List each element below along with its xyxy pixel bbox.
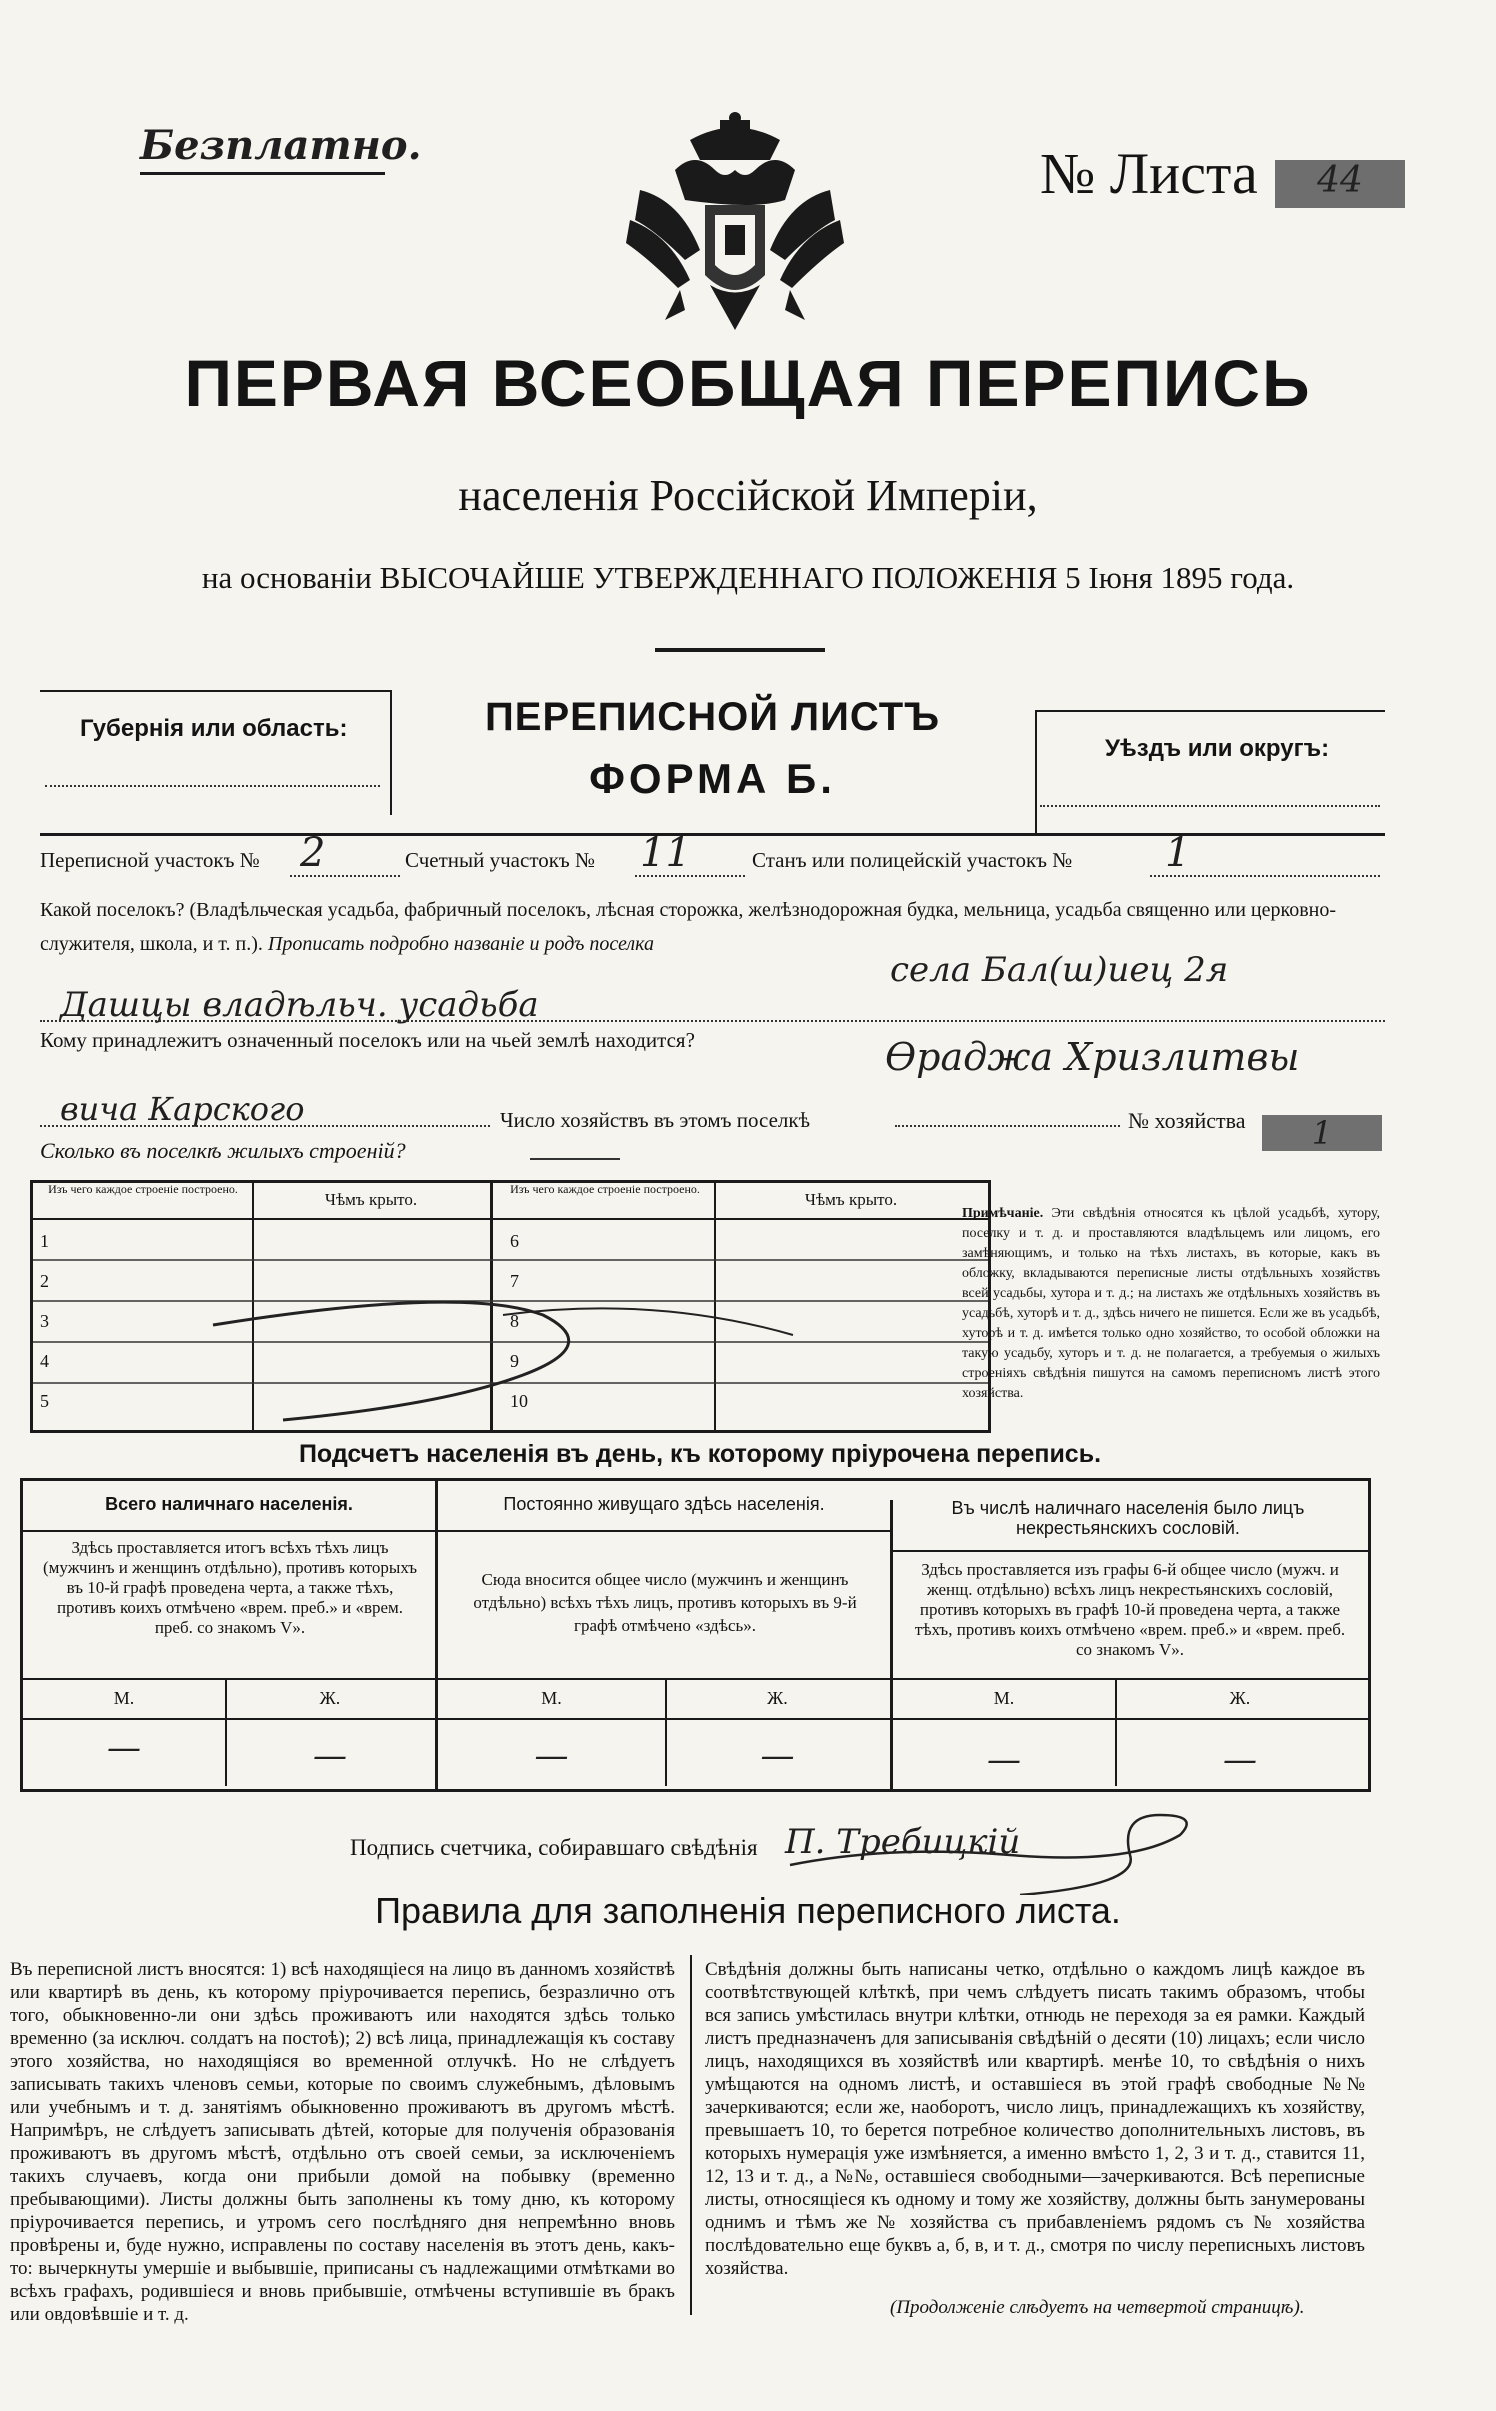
basis-line: на основаніи ВЫСОЧАЙШЕ УТВЕРЖДЕННАГО ПОЛОЖЕНІЯ 5 Іюня 1895 года. [201,560,1295,595]
police-section-label: Станъ или полицейскій участокъ № [752,848,1073,872]
buildings-row-number: 1 [40,1231,49,1251]
buildings-row-number: 7 [510,1271,519,1291]
buildings-col-roof-left: Чѣмъ крыто. [324,1190,418,1209]
buildings-row-number: 8 [510,1311,519,1331]
population-col1-text: Здѣсь проставляется итогъ всѣхъ тѣхъ лицъ (мужчинъ и женщинъ отдѣльно), противъ которыхъ въ 10-й графѣ проведена черта, а также тѣхъ, противъ коихъ отмѣчено «врем. преб.» и «врем. преб. со знакомъ V». [43,1538,417,1637]
population-value: — [760,1736,795,1776]
population-value: — [1223,1740,1257,1780]
population-col1-title: Всего наличнаго населенія. [105,1494,353,1514]
pen-stroke [213,1302,569,1420]
rules-left: Въ переписной листъ вносятся: 1) всѣ находящіеся на лицо въ данномъ хозяйствѣ или квартирѣ въ день, къ которому пріурочивается перепись, безразлично отъ того, обыкновенно-ли они здѣсь проживаютъ или находятся здѣсь только временно (за исключ. солдатъ на постоѣ); 2) всѣ лица, принадлежащія къ составу этого хозяйства, но находящіяся во временной отлучкѣ. Но не слѣдуетъ записывать такихъ членовъ семьи, которые по своимъ служебнымъ, дѣловымъ или учебнымъ и т. д. занятіямъ обыкновенно проживаютъ въ другомъ мѣстѣ. Напримѣръ, не слѣдуетъ записывать дѣтей, которые для полученія образованія проживаютъ въ другомъ мѣстѣ, отдѣльно отъ своей семьи, за исключеніемъ такихъ случаевъ, когда они прибыли домой на побывку (временно пребывающими). Листы должны быть заполнены къ тому дню, къ которому пріурочивается перепись, и утромъ сего послѣдняго дня непремѣнно вновь провѣрены и, буде нужно, исправлены по составу населенія въ этотъ день, какъ-то: вычеркнуты умершіе и выбывшіе, приписаны съ надлежащими отмѣтками во всѣхъ графахъ, родившіеся и вновь прибывшіе, отмѣчены вступившіе въ бракъ или овдовѣвшіе и т. д. [10,1959,675,2325]
counting-section-label: Счетный участокъ № [405,848,596,872]
buildings-col-material-left: Изъ чего каждое строеніе построено. [48,1182,238,1196]
household-number-label: № хозяйства [1128,1108,1246,1133]
police-section-line [1150,875,1380,877]
buildings-col-roof-right: Чѣмъ крыто. [804,1190,898,1209]
owner-line [40,1125,490,1127]
census-section-value: 2 [300,830,326,876]
header-box-divider-right [1035,710,1037,835]
population-value: — [987,1740,1021,1780]
counting-section-value: 11 [640,830,691,876]
population-male-label-1: М. [113,1688,135,1708]
sheet-number-label: № Листа [1040,141,1258,206]
settlement-question: Какой поселокъ? [40,899,185,921]
census-section-label: Переписной участокъ № [40,848,260,872]
counting-section-line [635,875,745,877]
divider [655,648,825,652]
settlement-hint: (Владѣльческая усадьба, фабричный поселокъ, лѣсная сторожка, желѣзнодорожная будка, мельница, усадьба священно или церковно-служителя, школа, и т. п.). [40,899,1336,955]
households-label: Число хозяйствъ въ этомъ поселкѣ [500,1108,810,1132]
owner-question: Кому принадлежитъ означенный поселокъ или на чьей землѣ находится? [40,1028,695,1052]
settlement-line [40,1020,1385,1022]
subtitle: населенія Россійской Имперіи, [458,471,1038,520]
population-col3-text: Здѣсь проставляется изъ графы 6-й общее число (мужч. и женщ. отдѣльно) всѣхъ лицъ некрестьянскихъ сословій, противъ которыхъ въ графѣ 10-й проведена черта, а также тѣхъ, противъ коихъ отмѣчено «врем. преб.» и «врем. преб. со знакомъ V». [914,1560,1346,1659]
buildings-row-number: 2 [40,1271,49,1291]
population-title-line-right [893,1550,1368,1552]
note-text: Эти свѣдѣнія относятся къ цѣлой усадьбѣ, хутору, поселку и т. д. и проставляются владѣльцемъ или лицомъ, его замѣняющимъ, и только на тѣхъ листахъ, въ которые, какъ въ обложку, вкладываются переписные листы отдѣльныхъ хозяйствъ всей усадьбы, хутора и т. д.; на листахъ же отдѣльныхъ хозяйствъ въ усадьбѣ, хуторѣ и т. д., здѣсь ничего не пишется. Если же въ усадьбѣ, хуторѣ и т. д. имѣется только одно хозяйство, то особой обложки на такую усадьбу, хуторъ и т. д. не полагается, а требуемыя о жилыхъ строеніяхъ свѣдѣнія пишутся на самомъ переписномъ листѣ этого хозяйства. [962,1206,1381,1401]
signature-value: П. Требицкій [785,1822,1021,1862]
settlement-value-2: Дашцы владѣльч. усадьба [60,985,539,1025]
household-number-value: 1 [1262,1115,1382,1151]
rules-heading: Правила для заполненія переписного листа. [375,1890,1121,1931]
population-male-label-3: М. [993,1688,1015,1708]
buildings-question: Сколько въ поселкѣ жилыхъ строеній? [40,1138,406,1163]
note-block [962,1204,1380,1404]
rules-column-divider [690,1955,692,2315]
continued-note: (Продолженіе слѣдуетъ на четвертой страницѣ). [890,2297,1305,2318]
buildings-row-lines [33,1220,988,1428]
buildings-row-number: 6 [510,1231,519,1251]
buildings-row-number: 5 [40,1391,49,1411]
population-value: — [313,1736,347,1776]
population-male-label-2: М. [541,1688,562,1708]
form-name: ФОРМА Б. [589,755,836,802]
census-section-line [290,875,400,877]
settlement-instruction: Прописать подробно названіе и родъ поселка [267,933,655,955]
province-label: Губернія или область: [80,715,348,742]
double-headed-eagle-emblem [620,110,850,340]
province-field[interactable] [45,785,380,787]
main-title: ПЕРВАЯ ВСЕОБЩАЯ ПЕРЕПИСЬ [184,346,1312,420]
households-field[interactable] [895,1125,1120,1127]
owner-value-1: Ѳраджа Хризлитвы [885,1035,1300,1079]
signature-flourish [780,1805,1210,1895]
population-value: — [534,1736,569,1776]
free-label: Безплатно. [140,122,422,169]
population-female-label-1: Ж. [319,1688,341,1708]
form-title: ПЕРЕПИСНОЙ ЛИСТЪ [485,695,940,739]
population-col2-title: Постоянно живущаго здѣсь населенія. [503,1494,825,1514]
owner-value-2: вича Карского [60,1090,305,1128]
buildings-row-number: 10 [510,1391,528,1411]
population-col3-title: Въ числѣ наличнаго населенія было лицъ некрестьянскихъ сословій. [951,1498,1305,1538]
population-value: — [107,1728,141,1768]
settlement-value-1: села Бал(ш)иец 2я [890,950,1229,990]
signature-label: Подпись счетчика, собиравшаго свѣдѣнія [350,1835,758,1860]
population-female-label-3: Ж. [1229,1688,1251,1708]
district-field[interactable] [1040,805,1380,807]
free-underline [140,172,385,175]
district-label: Уѣздъ или округъ: [1105,735,1330,762]
population-col2-text: Сюда вносится общее число (мужчинъ и женщинъ отдѣльно) всѣхъ тѣхъ лицъ, противъ которыхъ въ 9-й графѣ отмѣчено «здѣсь». [473,1570,857,1635]
buildings-row-number: 4 [40,1351,49,1371]
header-box-top-left [40,690,390,692]
population-title-line-left [23,1530,893,1532]
police-section-value: 1 [1165,830,1191,876]
population-female-label-2: Ж. [767,1688,788,1708]
sheet-number-value: 44 [1275,160,1405,208]
buildings-answer-dash [530,1158,620,1160]
buildings-row-number: 9 [510,1351,519,1371]
rules-right: Свѣдѣнія должны быть написаны четко, отдѣльно о каждомъ лицѣ каждое въ соотвѣтствующей клѣткѣ, при чемъ слѣдуетъ писать такимъ образомъ, чтобы вся запись умѣстилась внутри клѣтки, отнюдь не переходя за ея рамки. Каждый листъ предназначенъ для записыванія свѣдѣній о десяти (10) лицахъ; если число лицъ, находящихся въ хозяйствѣ или квартирѣ. менѣе 10, то свѣдѣнія о нихъ умѣщаются на одномъ листѣ, и оставшіеся въ этой графѣ свободные №№ зачеркиваются; если же, наоборотъ, число лицъ, принадлежащихъ къ хозяйству, превышаетъ 10, то берется потребное количество дополнительныхъ листовъ, въ которыхъ нумерація уже измѣняется, а именно вмѣсто 1, 2, 3 и т. д., ставится 11, 12, 13 и т. д., а №№, оставшіеся свободными—зачеркиваются. Всѣ переписные листы, относящіеся къ одному и тому же хозяйству, должны быть занумерованы однимъ и тѣмъ же № хозяйства съ прибавленіемъ рядомъ съ № хозяйства послѣдовательно еще буквъ а, б, в, и т. д., смотря по числу переписныхъ листовъ хозяйства. [705,1959,1365,2279]
population-heading: Подсчетъ населенія въ день, къ которому пріурочена перепись. [298,1440,1102,1468]
buildings-row-number: 3 [40,1311,49,1331]
note-title: Примѣчаніе. [962,1206,1044,1221]
buildings-col-material-right: Изъ чего каждое строеніе построено. [510,1182,700,1196]
header-box-top-right [1035,710,1385,712]
